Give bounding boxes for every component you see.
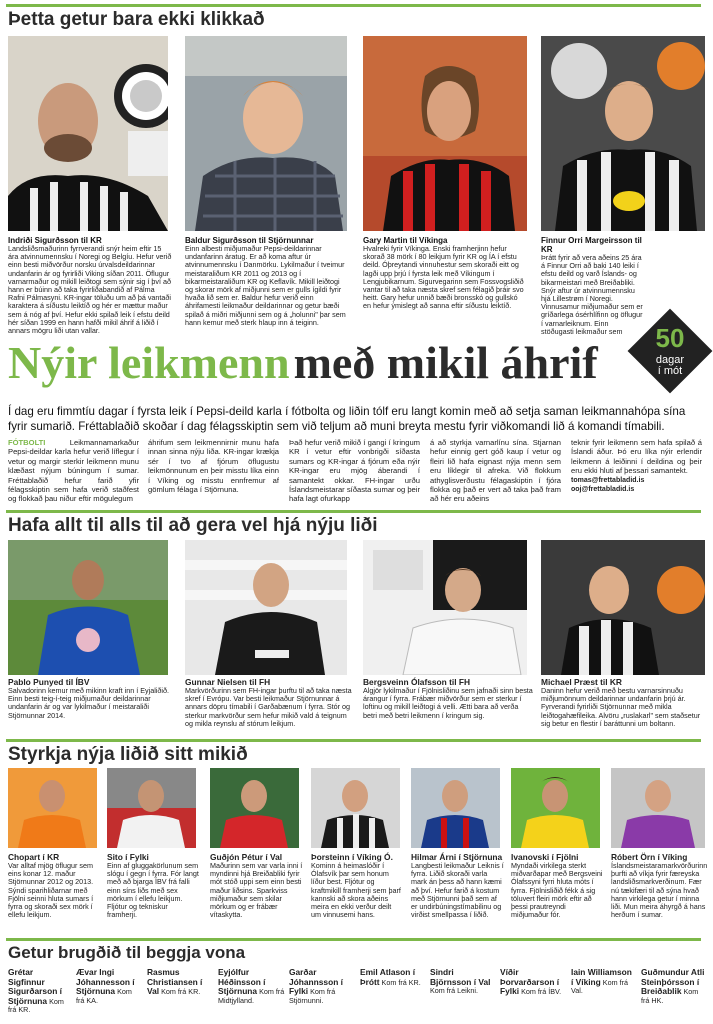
caption-robert (611, 852, 707, 919)
section-heading-3: Styrkja nýja liðið sitt mikið (8, 744, 248, 765)
caption-bergsveinn (363, 677, 533, 720)
player-photo-hilmar (411, 768, 500, 848)
caption-text: Daninn hefur verið með bestu varnarsinnuðu miðjumönnum deildarinnar undanfarin þrjú ár. Fyrverandi fyrirliði Stjörnunnar með mikla leiðtogahæfileika. Alvöru „ruslakarl" sem staðsetur sig betur en flestir í baráttunni um boltann. (541, 686, 701, 728)
body-column-2: áhrifum sem leikmennirnir munu hafa innan sinna nýju liða. KR-ingar krækja sér í tvo af fjórum öflugustu leikmönnunum en þeir misstu líka einn í Víking og misstu ennfremur af gömlum félaga í Stjörnuna. (148, 438, 279, 495)
caption-name: Þorsteinn í Víking Ó. (311, 852, 393, 862)
caption-baldur (185, 236, 349, 336)
caption-name: Sito í Fylki (107, 852, 149, 862)
body-text: teknir fyrir leikmenn sem hafa spilað á Íslandi áður. Þó eru líka nýir erlendir leikmenn á leiðinni í deildina og þeir eru ekki hluti af þessari samantekt. (571, 438, 702, 476)
footer-player-name: Garðar Jóhannsson í Fylki (289, 967, 343, 997)
author-email[interactable]: tomas@frettabladid.is (571, 476, 645, 484)
caption-text: Landsliðsmaðurinn fyrrverandi snýr heim eftir 15 ára atvinnumennsku í Noregi og Belgíu. Hefur verið einn besti miðvörður norsku úrvalsdeildarinnar undanfarin ár og fyrirliði Viking síðan 2011. Öflugur varnarmaður og mikill leiðtogi sem sýnir sig í því að hann er búinn að taka fyrirliðabandið af Pálma Rafni Pálmasyni. KR-ingar töluðu um að þá vantaði karaktera á síðustu leiktíð og hér er mættur maður sem á nóg af því. Hefur ekki spilað leik í efstu deild hér síðan 1999 en hann hafði mikil áhrif á liðið í annars mögru liði utan vallar. (8, 244, 172, 336)
caption-text: Algjör lykilmaður í Fjölnisliðinu sem jafnaði sinn besta árangur í fyrra. Frábær miðvörður sem er sterkur í loftinu og mikill leiðtogi á velli. Ætti bara að verða betri með betri leikmenn í kringum sig. (363, 686, 533, 720)
author-email[interactable]: ooj@frettabladid.is (571, 486, 635, 494)
body-column-4: á að styrkja varnarlínu sína. Stjarnan hefur einnig gert góð kaup í vetur og fleiri lið hafa eignast nýja menn sem eru líklegir til afreka. Við flokkum athyglisverðustu félagaskiptin í fjóra flokka og það er vert að taka það fram að hér eru aðeins (430, 438, 561, 504)
caption-text: Hvalreki fyrir Víkinga. Enski framherjinn hefur skorað 38 mörk í 80 leikjum fyrir KR og ÍA í efstu deild. Óþreytandi vinnuhestur sem skoraði eitt og lagði upp þrjú í fyrsta leik með Víkingum í Lengjubikarnum. Sigurvegarinn sem Fossvogsliðið vantar til að taka næsta skref sem félagið þráir svo heitt. Gary hefur unnið bæði bronsskó og gullskó en hefur ýmislegt að sanna eftir síðustu leiktíð. (363, 244, 524, 311)
caption-name: Ivanovski í Fjölni (511, 852, 579, 862)
player-photo-sito (107, 768, 196, 848)
section-rule (6, 510, 701, 513)
player-photo-finnur (541, 36, 705, 231)
footer-player (218, 968, 286, 1005)
caption-text: Markvörðurinn sem FH-ingar þurftu til að taka næsta skref í Evrópu. Var besti leikmaður Stjörnunnar á annars döpru tímabili í Garðabænum í fyrra. Stór og sterkur markvörður sem hefur mikið vald á teignum og mikla reynslu af stórum leikjum. (185, 686, 352, 728)
section-heading-4: Getur brugðið til beggja vona (8, 943, 246, 962)
caption-name: Guðjón Pétur í Val (210, 852, 283, 862)
footer-player-name: Rasmus Christiansen í Val (147, 967, 203, 997)
footer-player-note: Kom frá Midtjylland. (218, 987, 285, 1005)
caption-text: Var alltaf mjög öflugur sem eins konar 12. maður Stjörnunnar 2012 og 2013. Sýndi sparihliðarnar með Fjölni seinni hluta sumars í fyrra og skoraði sex mörk í ellefu leikjum. (8, 861, 94, 920)
caption-text: Maðurinn sem var varla inni í myndinni hjá Breiðabliki fyrir mót stóð uppi sem einn besti maður liðsins. Sparkviss miðjumaður sem skilar mörkum og er frábær vítaskytta. (210, 861, 303, 920)
player-photo-gary (363, 36, 527, 231)
section-rule (6, 4, 701, 7)
caption-name: Róbert Örn í Víking (611, 852, 688, 862)
body-column-3: Það hefur verið mikið í gangi í kringum KR í vetur eftir vonbrigði síðasta sumars og KR-ingar á fjórum eða nýir KR-ingar eru mjög áberandi í samantekt okkar. FH-ingar urðu Íslandsmeistarar síðasta sumar og þeir hafa lagt ofurkapp (289, 438, 420, 504)
section-heading-2: Hafa allt til alls til að gera vel hjá nýju liði (8, 515, 378, 536)
footer-player (430, 968, 496, 996)
caption-ivanovski (511, 852, 605, 919)
section-rule (6, 739, 701, 742)
footer-player-note: Kom frá Val. (571, 977, 628, 996)
player-photo-ivanovski (511, 768, 600, 848)
footer-player (76, 968, 142, 1005)
section-heading-1: Þetta getur bara ekki klikkað (8, 9, 265, 30)
badge-line2: í mót (657, 365, 683, 377)
footer-player-note: Kom frá KR. (8, 996, 64, 1015)
caption-name: Gary Martin til Víkinga (363, 236, 448, 245)
title-dark: með mikil áhrif (293, 337, 598, 388)
footer-player-note: Kom frá HK. (641, 987, 699, 1005)
caption-name: Michael Præst til KR (541, 677, 622, 687)
footer-player-note: Kom frá KA. (76, 987, 132, 1005)
footer-player-note: Kom frá KR. (381, 977, 421, 987)
player-photo-gunnar (185, 540, 347, 675)
player-photo-thorsteinn (311, 768, 400, 848)
footer-player-note: Kom frá ÍBV. (521, 987, 562, 997)
player-photo-pablo (8, 540, 168, 675)
caption-name: Finnur Orri Margeirsson til KR (541, 236, 642, 254)
caption-pablo (8, 677, 178, 720)
caption-name: Pablo Punyed til ÍBV (8, 677, 90, 687)
caption-name: Bergsveinn Ólafsson til FH (363, 677, 471, 687)
footer-player-name: Grétar Sigfinnur Sigurðarson í Stjörnuna (8, 967, 62, 1006)
caption-gary (363, 236, 527, 326)
footer-player (289, 968, 355, 1005)
caption-gunnar (185, 677, 355, 728)
player-photo-indridi (8, 36, 168, 231)
caption-michael (541, 677, 707, 728)
footer-player-name: Emil Atlason í Þrótt (360, 967, 416, 987)
player-photo-chopart (8, 768, 97, 848)
footer-player-name: Ævar Ingi Jóhannesson í Stjörnuna (76, 967, 135, 997)
player-photo-gudjon (210, 768, 299, 848)
player-photo-bergsveinn (363, 540, 527, 675)
caption-text: Íslandsmeistaramarkvörðurinn þurfti að víkja fyrir færeyska landsliðsmarkverðinum. Fær nú tækifæri til að sýna hvað hann virkilega getur í minna liði. Mun meira áhyrgð á hans herðum í sumar. (611, 861, 708, 920)
lead-paragraph: Í dag eru fimmtíu dagar í fyrsta leik í Pepsi-deild karla í fótbolta og liðin tólf eru langt komin með að setja saman leikmannahópa sína fyrir sumarið. Fréttablaðið skoðar í dag félagsskiptin sem við teljum að muni breyta mestu fyrir viðkomandi lið á komandi tímabili. (8, 405, 686, 433)
footer-player-note: Kom frá KR. (161, 987, 201, 997)
caption-indridi (8, 236, 172, 336)
footer-player-name: Sindri Björnsson í Val (430, 967, 491, 987)
footer-player-name: Iain Williamson í Víking (571, 967, 632, 987)
player-photo-robert (611, 768, 705, 848)
caption-name: Chopart í KR (8, 852, 60, 862)
body-column-1 (8, 438, 139, 504)
page-title (8, 336, 598, 389)
player-photo-baldur (185, 36, 347, 231)
footer-player (641, 968, 707, 1005)
caption-name: Hilmar Árni í Stjörnuna (411, 852, 503, 862)
body-column-5 (571, 438, 702, 494)
caption-thorsteinn (311, 852, 403, 919)
badge-line1: dagar (655, 354, 685, 366)
caption-name: Baldur Sigurðsson til Stjörnunnar (185, 236, 314, 245)
section-tag: FÓTBOLTI (8, 438, 46, 447)
caption-name: Indriði Sigurðsson til KR (8, 236, 102, 245)
caption-gudjon (210, 852, 304, 919)
player-photo-michael (541, 540, 705, 675)
caption-text: Einn albesti miðjumaður Pepsi-deildarinnar undanfarinn áratug. Er að koma aftur úr atvinnumennsku í Danmörku. Lykilmaður í tveimur meistaraliðum KR 2011 og 2013 og í bikarmeistaraliðum KR og Keflavík. Mikill leiðtogi og skorar mörk af miðjunni sem er gulls ígildi fyrir hvaða lið sem er. Baldur hefur verið einn áhrifamesti leikmaður deildarinnar og getur bæði spilað á miðri miðjunni sem og á „holunni" þar sem hann kemur með sterk hlaup inn á teiginn. (185, 244, 346, 327)
caption-hilmar (411, 852, 505, 919)
footer-player (500, 968, 566, 997)
section-rule (6, 938, 701, 941)
badge-number: 50 (655, 323, 685, 353)
footer-player-note: Kom frá Stjörnunni. (289, 987, 336, 1005)
footer-player-name: Guðmundur Atli Steinþórsson í Breiðablik (641, 967, 705, 997)
footer-player-name: Víðir Þorvarðarson í Fylki (500, 967, 560, 997)
caption-text: Einn af gluggakörlunum sem slógu í gegn í fyrra. Fór langt með að bjarga ÍBV frá falli einn síns liðs með sex mörkum í ellefu leikjum. Fljótur og tekniskur framherji. (107, 861, 199, 920)
days-badge (628, 309, 712, 393)
title-green: Nýir leikmenn (8, 337, 290, 388)
footer-player (571, 968, 633, 996)
body-text: Leikmannamarkaður Pepsi-deildar karla hefur verið líflegur í vetur og margir sterkir leikmenn munu klæðast nýjum búningum í sumar. Fréttablaðið hefur farið yfir félagsskiptin sem hafa verið staðfest og flokkað þau niður eftir mögulegum (8, 438, 139, 504)
caption-sito (107, 852, 199, 919)
footer-player (360, 968, 426, 987)
caption-text: Kominn á heimaslóðir í Ólafsvík þar sem honum líður best. Fljótur og kraftmikill framherji sem þarf kannski að skora aðeins meira en ekki verður deilt um vinnusemi hans. (311, 861, 401, 920)
caption-text: Salvadorinn kemur með mikinn kraft inn í Eyjaliðið. Einn besti teig-í-teig miðjumaður deildarinnar undanfarin ár og var lykilmaður í meistaraliði Stjörnunnar 2014. (8, 686, 169, 720)
caption-name: Gunnar Nielsen til FH (185, 677, 271, 687)
footer-player (147, 968, 213, 997)
footer-player (8, 968, 72, 1015)
caption-chopart (8, 852, 100, 919)
caption-text: Langbesti leikmaður Leiknis í fyrra. Liðið skoraði varla mark án þess að hann kæmi að því. Hefur farið á kostum með Stjörnunni það sem af er undirbúningstímabilinu og virðist smellpassa í liðið. (411, 861, 504, 920)
footer-player-note: Kom frá Leikni. (430, 986, 478, 996)
caption-text: Þrátt fyrir að vera aðeins 25 ára á Finnur Orri að baki 140 leiki í efstu deild og varð Íslands- og bikarmeistari með Breiðabliki. Snýr aftur úr atvinnumennsku hjá Lillestrøm í Noregi. Vinnusamur miðjumaður sem er gríðarlega ósérhlífinn og öflugur í varnarleiknum. Einn stöðugasti leikmaður sem (541, 253, 643, 336)
footer-player-name: Eyjólfur Héðinsson í Stjörnuna (218, 967, 266, 997)
caption-text: Myndaði virkilega sterkt miðvarðapar með Bergsveini Ólafssyni fyrri hluta móts í fyrra. Fjölnisliðið fékk á sig töluvert fleiri mörk eftir að þessi prautreyndi miðjumaður fór. (511, 861, 603, 920)
